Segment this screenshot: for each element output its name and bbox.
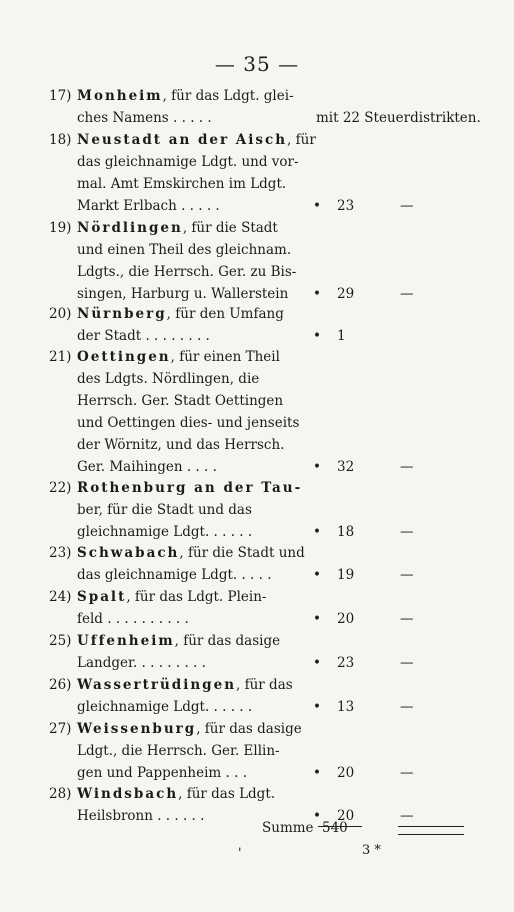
entry-text: das gleichnamige Ldgt. . . . . [77, 567, 272, 583]
signature-mark: 3 * [362, 843, 381, 858]
entry-name: Monheim [77, 88, 163, 104]
entry-text: Ldgt., die Herrsch. Ger. Ellin- [77, 743, 280, 759]
entry-name: Uffenheim [77, 633, 175, 649]
entry-text: ber, für die Stadt und das [77, 502, 252, 518]
entry-text: , für das dasige [196, 721, 302, 737]
marker: • [313, 699, 321, 715]
entry-number: 21) [49, 349, 72, 365]
entry-text: mal. Amt Emskirchen im Ldgt. [77, 176, 287, 192]
entry-name: Spalt [77, 589, 127, 605]
entry-text: gen und Pappenheim . . . [77, 765, 247, 781]
entry-text: gleichnamige Ldgt. . . . . . [77, 699, 253, 715]
marker: • [313, 567, 321, 583]
entry-text: der Wörnitz, und das Herrsch. [77, 437, 285, 453]
entry-dash: — [400, 286, 414, 302]
entry-dash: — [400, 699, 414, 715]
entry-text: Heilsbronn . . . . . . [77, 808, 205, 824]
entry-text: des Ldgts. Nördlingen, die [77, 371, 260, 387]
entry-value: 20 [337, 808, 355, 824]
entry-text: , für [287, 132, 316, 148]
entry-dash: — [400, 765, 414, 781]
entry-name: Windsbach [77, 786, 179, 802]
entry-value: 20 [337, 765, 355, 781]
entry-text: Landger. . . . . . . . . [77, 655, 206, 671]
entry-text: , für einen Theil [170, 349, 280, 365]
entry-text: Markt Erlbach . . . . . [77, 198, 220, 214]
entry-text: und einen Theil des gleichnam. [77, 242, 292, 258]
entry-number: 18) [49, 132, 72, 148]
entry-name: Schwabach [77, 545, 180, 561]
entry-dash: — [400, 611, 414, 627]
entry-name: Wassertrüdingen [77, 677, 237, 693]
entry-text: und Oettingen dies- und jenseits [77, 415, 300, 431]
marker: • [313, 808, 321, 824]
entry-number: 25) [49, 633, 72, 649]
marker: • [313, 655, 321, 671]
entry-dash: — [400, 808, 414, 824]
entry-text: , für das [236, 677, 293, 693]
entry-text: der Stadt . . . . . . . . [77, 328, 210, 344]
entry-text: , für das Ldgt. glei- [162, 88, 294, 104]
marker: • [313, 524, 321, 540]
entry-dash: — [400, 567, 414, 583]
entry-value: 20 [337, 611, 355, 627]
entry-value: 29 [337, 286, 355, 302]
entry-name: Nördlingen [77, 220, 183, 236]
entry-name: Rothenburg an der Tau- [77, 480, 303, 496]
entry-dash: — [400, 655, 414, 671]
marker: • [313, 198, 321, 214]
entry-name: Neustadt an der Aisch [77, 132, 288, 148]
entry-number: 22) [49, 480, 72, 496]
entry-text: feld . . . . . . . . . . [77, 611, 189, 627]
entry-dash: — [400, 524, 414, 540]
sum-rule [398, 834, 464, 835]
entry-value: 23 [337, 655, 355, 671]
entry-number: 24) [49, 589, 72, 605]
entry-text: singen, Harburg u. Wallerstein [77, 286, 289, 302]
summe-value: 540 [322, 820, 348, 836]
summe-label: Summe [262, 820, 314, 836]
marker: • [313, 611, 321, 627]
entry-value: 23 [337, 198, 355, 214]
marker: • [313, 286, 321, 302]
entry-value: 19 [337, 567, 355, 583]
entry-number: 26) [49, 677, 72, 693]
entry-text: Ger. Maihingen . . . . [77, 459, 217, 475]
entry-text: , für das dasige [174, 633, 281, 649]
entry-number: 28) [49, 786, 72, 802]
entry-name: Nürnberg [77, 306, 167, 322]
entry-text: gleichnamige Ldgt. . . . . . [77, 524, 253, 540]
entry-number: 23) [49, 545, 72, 561]
entry-text: , für den Umfang [166, 306, 284, 322]
entry-text: ches Namens . . . . . [77, 110, 212, 126]
entry-text: Ldgts., die Herrsch. Ger. zu Bis- [77, 264, 297, 280]
entry-text: mit 22 Steuerdistrikten. [316, 110, 481, 126]
entry-text: Herrsch. Ger. Stadt Oettingen [77, 393, 284, 409]
entry-dash: — [400, 198, 414, 214]
entry-number: 19) [49, 220, 72, 236]
page-number: — 35 — [214, 52, 300, 76]
footer-dot: ' [238, 846, 242, 861]
entry-value: 18 [337, 524, 355, 540]
entry-value: 1 [337, 328, 346, 344]
entry-number: 17) [49, 88, 72, 104]
entry-text: , für die Stadt [182, 220, 278, 236]
entry-text: , für das Ldgt. [178, 786, 276, 802]
entry-number: 27) [49, 721, 72, 737]
entry-text: , für die Stadt und [179, 545, 305, 561]
entry-value: 13 [337, 699, 355, 715]
marker: • [313, 765, 321, 781]
entry-value: 32 [337, 459, 355, 475]
entry-name: Weissenburg [77, 721, 197, 737]
entry-text: das gleichnamige Ldgt. und vor- [77, 154, 299, 170]
sum-rule [398, 826, 464, 827]
entry-number: 20) [49, 306, 72, 322]
entry-dash: — [400, 459, 414, 475]
entry-name: Oettingen [77, 349, 171, 365]
marker: • [313, 328, 321, 344]
marker: • [313, 459, 321, 475]
entry-text: , für das Ldgt. Plein- [126, 589, 267, 605]
